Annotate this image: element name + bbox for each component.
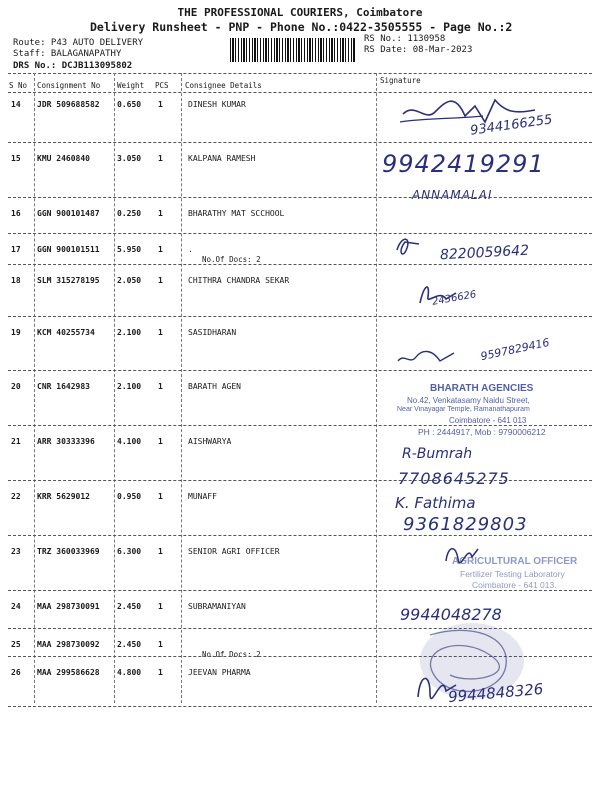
staff-label: Staff: BALAGANAPATHY xyxy=(13,49,122,59)
row-weight: 0.650 xyxy=(117,100,142,109)
row-sno: 18 xyxy=(11,276,21,285)
row-weight: 0.250 xyxy=(117,209,142,218)
row-pcs: 1 xyxy=(158,640,163,649)
row-separator xyxy=(8,425,592,426)
stamp-agri-city: Coimbatore - 641 013. xyxy=(472,580,557,590)
row-pcs: 1 xyxy=(158,154,163,163)
row-sno: 17 xyxy=(11,245,21,254)
row-sno: 20 xyxy=(11,382,21,391)
row-consignment-no: GGN 900101511 xyxy=(37,245,100,254)
row-separator xyxy=(8,233,592,234)
table-bottom-rule xyxy=(8,706,592,707)
handwritten-number: 2436626 xyxy=(431,289,478,308)
col-header-consignee: Consignee Details xyxy=(185,81,262,90)
col-header-consignment: Consignment No xyxy=(37,81,101,90)
row-consignee: . xyxy=(188,245,193,254)
col-divider xyxy=(34,73,35,703)
handwritten-phone: 9597829416 xyxy=(479,335,551,364)
col-divider xyxy=(376,73,377,703)
row-separator xyxy=(8,197,592,198)
handwritten-name: ANNAMALAI xyxy=(412,188,493,202)
row-weight: 0.950 xyxy=(117,492,142,501)
handwritten-phone: 7708645275 xyxy=(398,469,510,488)
col-header-weight: Weight xyxy=(117,81,145,90)
row-pcs: 1 xyxy=(158,492,163,501)
row-sno: 26 xyxy=(11,668,21,677)
row-separator xyxy=(8,535,592,536)
row-sno: 22 xyxy=(11,492,21,501)
drs-number: DRS No.: DCJB113095802 xyxy=(13,61,133,71)
stamp-bharath-phone: PH : 2444917, Mob : 9790006212 xyxy=(418,427,546,437)
col-header-pcs: PCS xyxy=(155,81,169,90)
rs-number: RS No.: 1130958 xyxy=(364,34,446,44)
row-pcs: 1 xyxy=(158,276,163,285)
row-weight: 2.100 xyxy=(117,382,142,391)
row-consignment-no: KMU 2460840 xyxy=(37,154,90,163)
stamp-agri-title: AGRICULTURAL OFFICER xyxy=(452,556,578,567)
row-weight: 5.950 xyxy=(117,245,142,254)
row-docs-count: No.Of Docs: 2 xyxy=(202,255,261,264)
row-consignment-no: MAA 298730092 xyxy=(37,640,100,649)
route-label: Route: P43 AUTO DELIVERY xyxy=(13,38,144,48)
row-sno: 24 xyxy=(11,602,21,611)
header-top-rule xyxy=(8,73,592,74)
row-weight: 4.100 xyxy=(117,437,142,446)
row-consignment-no: ARR 30333396 xyxy=(37,437,95,446)
row-consignee: SUBRAMANIYAN xyxy=(188,602,246,611)
col-divider xyxy=(114,73,115,703)
row-pcs: 1 xyxy=(158,100,163,109)
row-consignee: BHARATHY MAT SCCHOOL xyxy=(188,209,285,218)
row-separator xyxy=(8,264,592,265)
company-title: THE PROFESSIONAL COURIERS, Coimbatore xyxy=(177,6,423,19)
row-weight: 2.450 xyxy=(117,602,142,611)
row-consignment-no: MAA 298730091 xyxy=(37,602,100,611)
handwritten-name: K. Fathima xyxy=(395,494,476,512)
row-sno: 21 xyxy=(11,437,21,446)
row-separator xyxy=(8,590,592,591)
row-pcs: 1 xyxy=(158,547,163,556)
row-pcs: 1 xyxy=(158,602,163,611)
col-header-signature: Signature xyxy=(380,76,421,85)
row-consignee: SENIOR AGRI OFFICER xyxy=(188,547,280,556)
row-consignment-no: JDR 509688582 xyxy=(37,100,100,109)
row-sno: 16 xyxy=(11,209,21,218)
signature-row-19 xyxy=(394,343,474,369)
row-pcs: 1 xyxy=(158,328,163,337)
row-consignee: AISHWARYA xyxy=(188,437,232,446)
row-weight: 2.450 xyxy=(117,640,142,649)
handwritten-phone: 9944048278 xyxy=(400,605,502,624)
row-pcs: 1 xyxy=(158,209,163,218)
row-docs-count: No.Of Docs: 2 xyxy=(202,650,261,659)
handwritten-phone: 8220059642 xyxy=(439,242,530,264)
row-weight: 2.050 xyxy=(117,276,142,285)
row-consignment-no: CNR 1642983 xyxy=(37,382,90,391)
row-consignment-no: MAA 299586628 xyxy=(37,668,100,677)
row-weight: 2.100 xyxy=(117,328,142,337)
stamp-bharath-city: Coimbatore - 641 013 xyxy=(449,416,527,425)
stamp-bharath-title: BHARATH AGENCIES xyxy=(430,383,534,394)
row-weight: 3.050 xyxy=(117,154,142,163)
row-sno: 19 xyxy=(11,328,21,337)
handwritten-name: R-Bumrah xyxy=(402,446,473,462)
row-sno: 23 xyxy=(11,547,21,556)
handwritten-phone: 9344166255 xyxy=(469,112,554,139)
row-sno: 14 xyxy=(11,100,21,109)
rs-date: RS Date: 08-Mar-2023 xyxy=(364,45,473,55)
row-sno: 15 xyxy=(11,154,21,163)
row-pcs: 1 xyxy=(158,245,163,254)
row-consignee: BARATH AGEN xyxy=(188,382,241,391)
row-consignee: MUNAFF xyxy=(188,492,217,501)
row-pcs: 1 xyxy=(158,437,163,446)
stamp-bharath-address: No.42, Venkatasamy Naidu Street, xyxy=(407,396,530,405)
handwritten-phone: 9942419291 xyxy=(382,150,545,178)
row-consignment-no: SLM 315278195 xyxy=(37,276,100,285)
row-separator xyxy=(8,142,592,143)
row-separator xyxy=(8,370,592,371)
signature-row-17 xyxy=(393,234,423,256)
row-consignment-no: GGN 900101487 xyxy=(37,209,100,218)
row-pcs: 1 xyxy=(158,382,163,391)
handwritten-phone: 9361829803 xyxy=(403,514,528,535)
row-consignment-no: KRR 5629012 xyxy=(37,492,90,501)
stamp-agri-lab: Fertilizer Testing Laboratory xyxy=(460,569,565,579)
row-weight: 4.800 xyxy=(117,668,142,677)
stamp-bharath-address: Near Vinayagar Temple, Ramanathapuram xyxy=(397,406,530,413)
row-consignee: CHITHRA CHANDRA SEKAR xyxy=(188,276,290,285)
col-header-sno: S No xyxy=(9,81,28,90)
row-pcs: 1 xyxy=(158,668,163,677)
row-sno: 25 xyxy=(11,640,21,649)
handwritten-phone: 9944848326 xyxy=(447,679,545,707)
row-weight: 6.300 xyxy=(117,547,142,556)
row-consignment-no: TRZ 360033969 xyxy=(37,547,100,556)
runsheet-subtitle: Delivery Runsheet - PNP - Phone No.:0422-3505555 - Page No.:2 xyxy=(90,20,513,34)
row-consignee: KALPANA RAMESH xyxy=(188,154,256,163)
row-consignee: DINESH KUMAR xyxy=(188,100,246,109)
col-divider xyxy=(181,73,182,703)
barcode xyxy=(230,38,356,62)
row-consignee: SASIDHARAN xyxy=(188,328,237,337)
row-separator xyxy=(8,316,592,317)
row-consignment-no: KCM 40255734 xyxy=(37,328,95,337)
row-consignee: JEEVAN PHARMA xyxy=(188,668,251,677)
